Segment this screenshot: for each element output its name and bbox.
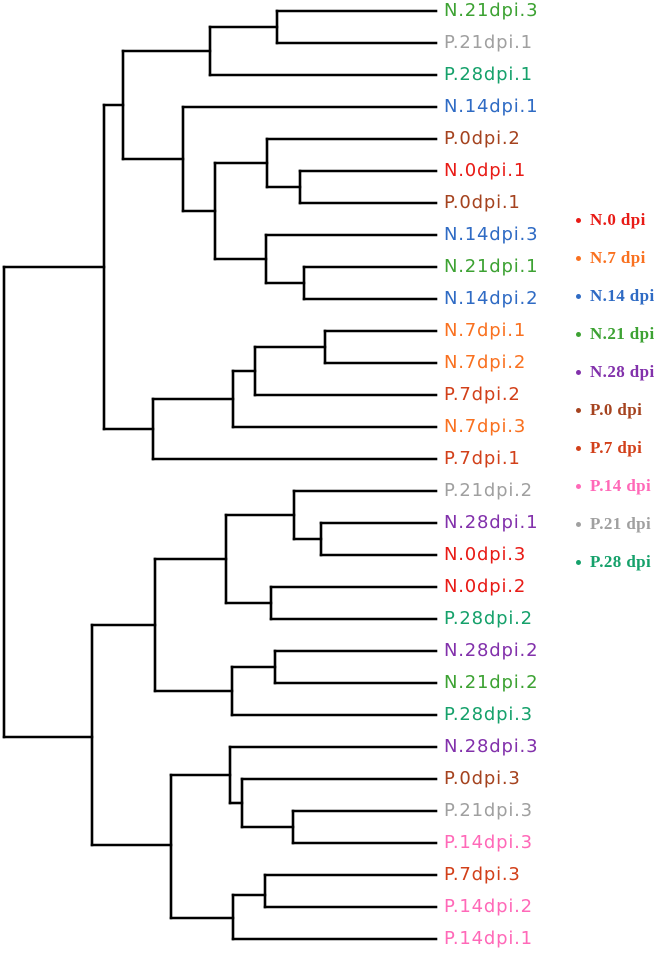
leaf-label-N.0dpi.1: N.0dpi.1 (444, 160, 527, 181)
leaf-label-P.28dpi.1: P.28dpi.1 (444, 64, 533, 85)
leaf-label-P.14dpi.3: P.14dpi.3 (444, 832, 533, 853)
legend-bullet-icon (576, 408, 581, 413)
legend-label: P.21 dpi (590, 514, 652, 533)
leaf-label-P.14dpi.1: P.14dpi.1 (444, 928, 533, 949)
leaf-label-N.14dpi.1: N.14dpi.1 (444, 96, 539, 117)
leaf-label-P.7dpi.3: P.7dpi.3 (444, 864, 521, 885)
leaf-label-P.7dpi.1: P.7dpi.1 (444, 448, 521, 469)
leaf-label-P.0dpi.1: P.0dpi.1 (444, 192, 521, 213)
legend-item-N.0 (576, 210, 646, 230)
leaf-label-P.21dpi.2: P.21dpi.2 (444, 480, 533, 501)
legend-bullet-icon (576, 370, 581, 375)
leaf-label-P.28dpi.2: P.28dpi.2 (444, 608, 533, 629)
leaf-label-N.7dpi.2: N.7dpi.2 (444, 352, 527, 373)
leaf-label-P.7dpi.2: P.7dpi.2 (444, 384, 521, 405)
legend-bullet-icon (576, 560, 581, 565)
leaf-label-P.28dpi.3: P.28dpi.3 (444, 704, 533, 725)
leaf-label-N.28dpi.1: N.28dpi.1 (444, 512, 539, 533)
leaf-label-P.0dpi.3: P.0dpi.3 (444, 768, 521, 789)
leaf-label-P.21dpi.3: P.21dpi.3 (444, 800, 533, 821)
leaf-label-N.7dpi.3: N.7dpi.3 (444, 416, 527, 437)
leaf-label-N.21dpi.2: N.21dpi.2 (444, 672, 539, 693)
legend-label: P.28 dpi (590, 552, 652, 571)
legend-label: P.0 dpi (590, 400, 643, 419)
legend-bullet-icon (576, 332, 581, 337)
leaf-label-P.21dpi.1: P.21dpi.1 (444, 32, 533, 53)
legend-label: N.28 dpi (590, 362, 655, 381)
leaf-label-N.28dpi.3: N.28dpi.3 (444, 736, 539, 757)
legend-item-P.0 (576, 400, 642, 420)
legend-item-P.28 (576, 552, 651, 572)
leaf-label-P.0dpi.2: P.0dpi.2 (444, 128, 521, 149)
leaf-label-N.7dpi.1: N.7dpi.1 (444, 320, 527, 341)
leaf-label-N.0dpi.2: N.0dpi.2 (444, 576, 527, 597)
legend-bullet-icon (576, 446, 581, 451)
leaf-label-N.0dpi.3: N.0dpi.3 (444, 544, 527, 565)
legend-label: P.7 dpi (590, 438, 643, 457)
legend-bullet-icon (576, 294, 581, 299)
legend-label: N.7 dpi (590, 248, 646, 267)
legend-item-P.14 (576, 476, 651, 496)
legend-item-N.28 (576, 362, 655, 382)
leaf-label-P.14dpi.2: P.14dpi.2 (444, 896, 533, 917)
legend-bullet-icon (576, 522, 581, 527)
leaf-label-N.14dpi.3: N.14dpi.3 (444, 224, 539, 245)
leaf-label-N.14dpi.2: N.14dpi.2 (444, 288, 539, 309)
leaf-label-N.21dpi.3: N.21dpi.3 (444, 0, 539, 21)
legend-item-N.21 (576, 324, 655, 344)
legend-bullet-icon (576, 218, 581, 223)
legend-item-P.7 (576, 438, 642, 458)
legend-label: P.14 dpi (590, 476, 652, 495)
legend-bullet-icon (576, 256, 581, 261)
legend-label: N.14 dpi (590, 286, 655, 305)
legend-label: N.0 dpi (590, 210, 646, 229)
legend-item-N.7 (576, 248, 646, 268)
legend-item-P.21 (576, 514, 651, 534)
legend-label: N.21 dpi (590, 324, 655, 343)
legend-bullet-icon (576, 484, 581, 489)
leaf-label-N.28dpi.2: N.28dpi.2 (444, 640, 539, 661)
leaf-label-N.21dpi.1: N.21dpi.1 (444, 256, 539, 277)
legend-item-N.14 (576, 286, 655, 306)
